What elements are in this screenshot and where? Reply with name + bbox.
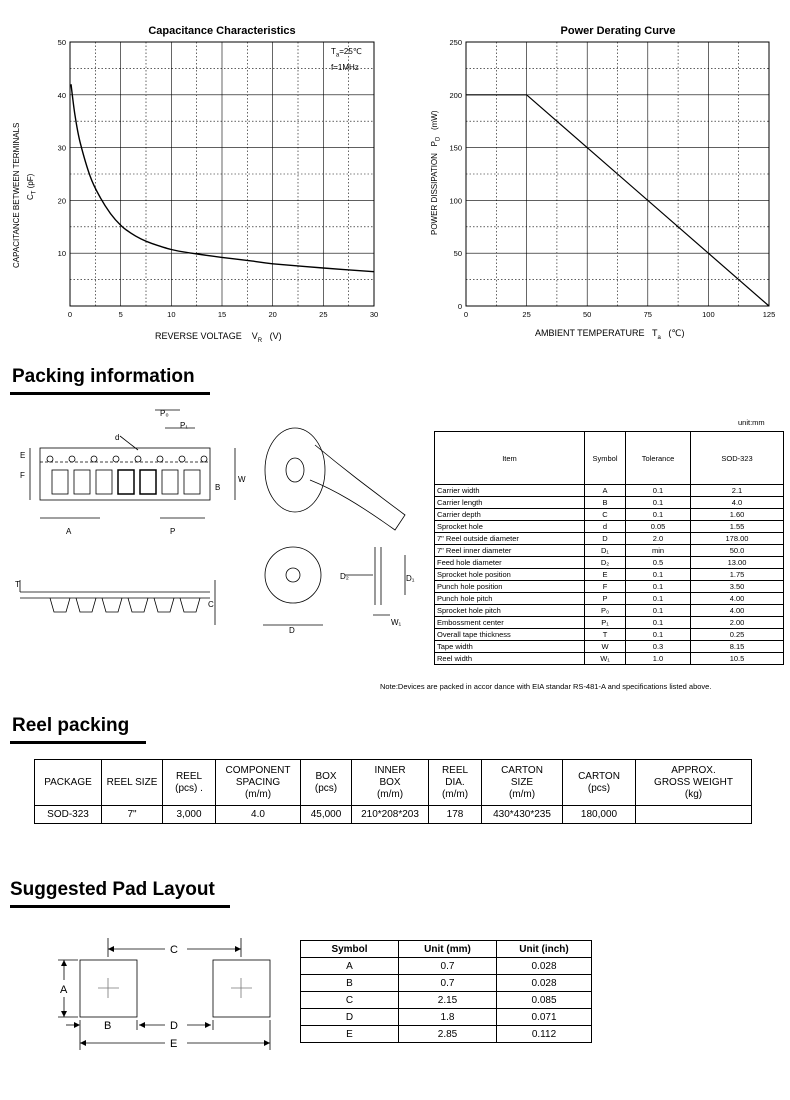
x-tick-label: 75 xyxy=(643,310,652,319)
packing-cell-tolerance: 0.1 xyxy=(626,497,691,509)
pad-cell-symbol: C xyxy=(301,992,399,1009)
packing-cell-item: Carrier length xyxy=(435,497,585,509)
reel-header-line: COMPONENT xyxy=(225,764,291,776)
packing-table-row xyxy=(435,653,784,665)
pad-cell-symbol: B xyxy=(301,975,399,992)
dim-label-d: d xyxy=(115,433,120,442)
packing-header-sod323: SOD-323 xyxy=(691,432,784,485)
pad-table-row xyxy=(301,1009,592,1026)
dim-label-b: B xyxy=(215,483,221,492)
reel-section-title: Reel packing xyxy=(12,715,130,736)
reel-cell: 7" xyxy=(102,806,163,824)
y-tick-label: 10 xyxy=(57,249,66,259)
packing-cell-symbol: D xyxy=(585,533,626,545)
pad-header-inch: Unit (inch) xyxy=(497,941,592,958)
packing-cell-tolerance: 0.1 xyxy=(626,593,691,605)
packing-cell-item: Carrier width xyxy=(435,485,585,497)
pad-cell-inch: 0.085 xyxy=(497,992,592,1009)
y-tick-label: 40 xyxy=(57,90,66,100)
pad-dim-label-d: D xyxy=(170,1020,178,1032)
packing-cell-value: 2.1 xyxy=(691,485,784,497)
dim-label-e: E xyxy=(20,451,26,460)
packing-cell-symbol: W₁ xyxy=(585,653,626,665)
pad-table-row xyxy=(301,1026,592,1043)
packing-cell-value: 1.60 xyxy=(691,509,784,521)
packing-cell-item: Sprocket hole xyxy=(435,521,585,533)
reel-header-line: INNER xyxy=(374,764,406,776)
cap-y-axis-label: CAPACITANCE BETWEEN TERMINALS xyxy=(12,122,21,268)
packing-table-row xyxy=(435,641,784,653)
packing-cell-tolerance: 0.5 xyxy=(626,557,691,569)
pad-cell-mm: 0.7 xyxy=(399,958,497,975)
packing-cell-tolerance: min xyxy=(626,545,691,557)
tape-top-outline xyxy=(40,448,210,500)
y-tick-label: 30 xyxy=(57,143,66,153)
dim-label-w1: W₁ xyxy=(391,618,402,627)
reel-table-row xyxy=(35,806,752,824)
y-tick-label: 200 xyxy=(449,90,462,100)
y-tick-label: 100 xyxy=(449,196,462,206)
packing-section-title: Packing information xyxy=(12,366,195,387)
reel-header-line: SIZE xyxy=(510,776,534,788)
packing-cell-value: 0.25 xyxy=(691,629,784,641)
reel-header-cell xyxy=(163,760,216,806)
packing-cell-value: 4.0 xyxy=(691,497,784,509)
reel-header-cell xyxy=(301,760,352,806)
packing-table-row xyxy=(435,545,784,557)
packing-cell-symbol: C xyxy=(585,509,626,521)
y-tick-label: 50 xyxy=(453,249,462,259)
packing-header-symbol: Symbol xyxy=(585,432,626,485)
pad-cell-inch: 0.028 xyxy=(497,975,592,992)
packing-table xyxy=(434,431,784,665)
packing-table-row xyxy=(435,509,784,521)
dim-label-reel-d: D xyxy=(289,626,295,635)
packing-table-header xyxy=(435,432,784,485)
packing-title-underline xyxy=(10,392,210,395)
packing-table-row xyxy=(435,617,784,629)
packing-cell-value: 4.00 xyxy=(691,605,784,617)
packing-cell-symbol: D₁ xyxy=(585,545,626,557)
packing-cell-tolerance: 0.1 xyxy=(626,605,691,617)
packing-table-row xyxy=(435,485,784,497)
reel-table-header xyxy=(35,760,752,806)
pad-table-row xyxy=(301,992,592,1009)
pad-cell-symbol: D xyxy=(301,1009,399,1026)
reel-header-cell xyxy=(429,760,482,806)
reel-header-line: (m/m) xyxy=(508,788,536,800)
packing-table-row xyxy=(435,557,784,569)
dim-label-a: A xyxy=(66,527,72,536)
y-tick-label: 150 xyxy=(449,143,462,153)
packing-cell-value: 1.75 xyxy=(691,569,784,581)
packing-note: Note:Devices are packed in accor dance with EIA standar RS-481-A and specifications listed above. xyxy=(380,682,712,691)
pad-cell-symbol: A xyxy=(301,958,399,975)
packing-cell-value: 178.00 xyxy=(691,533,784,545)
reel-header-cell xyxy=(216,760,301,806)
cap-x-axis-label: REVERSE VOLTAGE $V_R$ (V) xyxy=(155,331,282,344)
y-tick-label: 50 xyxy=(57,38,66,47)
packing-cell-tolerance: 0.1 xyxy=(626,629,691,641)
packing-cell-item: Feed hole diameter xyxy=(435,557,585,569)
packing-cell-tolerance: 0.1 xyxy=(626,569,691,581)
packing-cell-symbol: T xyxy=(585,629,626,641)
reel-cell: 178 xyxy=(429,806,482,824)
pad-dim-label-a: A xyxy=(60,984,68,996)
carrier-tape-diagram xyxy=(10,400,250,640)
packing-cell-item: Punch hole pitch xyxy=(435,593,585,605)
y-tick-label: 250 xyxy=(449,38,462,47)
packing-table-row xyxy=(435,497,784,509)
packing-cell-item: Reel width xyxy=(435,653,585,665)
packing-cell-item: Sprocket hole position xyxy=(435,569,585,581)
power-derating-chart xyxy=(395,0,790,350)
x-tick-label: 0 xyxy=(463,310,469,319)
pad-title-underline xyxy=(10,905,230,908)
x-tick-label: 100 xyxy=(702,310,715,319)
packing-cell-tolerance: 0.1 xyxy=(626,581,691,593)
reel-header-line: (m/m) xyxy=(441,788,469,800)
packing-cell-symbol: F xyxy=(585,581,626,593)
reel-perspective xyxy=(265,428,325,512)
reel-header-line: CARTON xyxy=(501,764,543,776)
pad-header-mm: Unit (mm) xyxy=(399,941,497,958)
pad-cell-mm: 2.85 xyxy=(399,1026,497,1043)
pad-cell-mm: 2.15 xyxy=(399,992,497,1009)
reel-header-line: BOX xyxy=(315,770,337,782)
embossments xyxy=(52,470,200,494)
packing-cell-item: Punch hole position xyxy=(435,581,585,593)
packing-cell-value: 50.0 xyxy=(691,545,784,557)
reel-cell: SOD-323 xyxy=(35,806,102,824)
pad-dim-label-b: B xyxy=(104,1020,112,1032)
packing-cell-tolerance: 0.05 xyxy=(626,521,691,533)
capacitance-curve xyxy=(71,84,374,271)
packing-cell-tolerance: 0.1 xyxy=(626,509,691,521)
reel-title-underline xyxy=(10,741,146,744)
pad-section-title: Suggested Pad Layout xyxy=(10,879,215,900)
pad-dim-label-c: C xyxy=(170,944,178,956)
reel-cell: 3,000 xyxy=(163,806,216,824)
reel-header-cell xyxy=(102,760,163,806)
x-tick-label: 15 xyxy=(217,310,227,319)
packing-table-row xyxy=(435,593,784,605)
x-tick-label: 50 xyxy=(583,310,592,319)
packing-cell-item: Sprocket hole pitch xyxy=(435,605,585,617)
packing-cell-symbol: W xyxy=(585,641,626,653)
dim-label-t: T xyxy=(15,580,20,589)
cap-annotation-ta: $T_a=25℃$ xyxy=(331,47,362,59)
reel-cell xyxy=(636,806,752,824)
reel-header-line: GROSS WEIGHT xyxy=(654,776,733,788)
reel-cell: 210*208*203 xyxy=(352,806,429,824)
packing-cell-symbol: B xyxy=(585,497,626,509)
sprocket-holes xyxy=(47,456,207,462)
pad-table-header xyxy=(301,941,592,958)
reel-header-line: PACKAGE xyxy=(44,776,92,788)
y-tick-label: 20 xyxy=(57,196,66,206)
x-tick-label: 25 xyxy=(522,310,531,319)
reel-header-line: DIA. xyxy=(445,776,465,788)
x-tick-label: 20 xyxy=(268,310,277,319)
reel-header-cell xyxy=(636,760,752,806)
packing-table-row xyxy=(435,581,784,593)
x-tick-label: 125 xyxy=(762,310,776,319)
dim-label-d2: D₂ xyxy=(340,572,349,581)
packing-cell-symbol: d xyxy=(585,521,626,533)
reel-header-line: SPACING xyxy=(235,776,281,788)
x-tick-label: 25 xyxy=(319,310,328,319)
packing-table-row xyxy=(435,521,784,533)
packing-cell-item: Overall tape thickness xyxy=(435,629,585,641)
packing-table-row xyxy=(435,533,784,545)
packing-cell-item: Embossment center xyxy=(435,617,585,629)
reel-packing-table xyxy=(34,759,752,824)
packing-cell-value: 3.50 xyxy=(691,581,784,593)
y-tick-label: 0 xyxy=(457,302,462,311)
packing-cell-item: Carrier depth xyxy=(435,509,585,521)
power-chart-title: Power Derating Curve xyxy=(560,25,676,37)
packing-cell-symbol: A xyxy=(585,485,626,497)
dim-label-p: P xyxy=(170,527,176,536)
reel-header-line: APPROX. xyxy=(671,764,716,776)
pad-right xyxy=(213,960,270,1017)
reel-header-line: (kg) xyxy=(684,788,703,800)
reel-header-cell xyxy=(352,760,429,806)
packing-table-row xyxy=(435,605,784,617)
packing-unit-label: unit:mm xyxy=(738,418,765,427)
cap-chart-title: Capacitance Characteristics xyxy=(148,25,296,37)
pad-left xyxy=(80,960,137,1017)
reel-header-line: CARTON xyxy=(578,770,620,782)
reel-header-line: (pcs) xyxy=(587,782,611,794)
pad-cell-symbol: E xyxy=(301,1026,399,1043)
x-tick-label: 0 xyxy=(67,310,73,319)
pad-table xyxy=(300,940,592,1043)
pad-header-symbol: Symbol xyxy=(301,941,399,958)
packing-cell-symbol: P₁ xyxy=(585,617,626,629)
reel-cell: 430*430*235 xyxy=(482,806,563,824)
packing-cell-symbol: D₂ xyxy=(585,557,626,569)
reel-header-line: (m/m) xyxy=(376,788,404,800)
pad-dim-label-e: E xyxy=(170,1038,178,1050)
tape-side-pockets xyxy=(50,598,200,612)
packing-cell-value: 4.00 xyxy=(691,593,784,605)
dim-label-p1: P₁ xyxy=(180,421,189,430)
packing-cell-value: 10.5 xyxy=(691,653,784,665)
packing-table-row xyxy=(435,569,784,581)
reel-header-line: BOX xyxy=(379,776,401,788)
reel-header-line: REEL xyxy=(441,764,469,776)
power-x-axis-label: AMBIENT TEMPERATURE $T_a$ (℃) xyxy=(535,328,685,341)
pad-cell-mm: 1.8 xyxy=(399,1009,497,1026)
packing-cell-symbol: P xyxy=(585,593,626,605)
pad-cell-inch: 0.028 xyxy=(497,958,592,975)
packing-cell-item: Tape width xyxy=(435,641,585,653)
x-tick-label: 30 xyxy=(369,310,379,319)
pad-cell-inch: 0.071 xyxy=(497,1009,592,1026)
packing-cell-value: 1.55 xyxy=(691,521,784,533)
reel-header-cell xyxy=(482,760,563,806)
packing-cell-item: 7" Reel inner diameter xyxy=(435,545,585,557)
packing-cell-value: 13.00 xyxy=(691,557,784,569)
packing-cell-tolerance: 0.1 xyxy=(626,617,691,629)
pad-table-row xyxy=(301,975,592,992)
reel-front-view xyxy=(265,547,321,603)
reel-header-line: (m/m) xyxy=(244,788,272,800)
reel-diagram xyxy=(255,405,430,640)
dim-label-d1: D₁ xyxy=(406,574,415,583)
packing-header-tolerance: Tolerance xyxy=(626,432,691,485)
packing-cell-value: 8.15 xyxy=(691,641,784,653)
pad-table-row xyxy=(301,958,592,975)
packing-cell-tolerance: 0.1 xyxy=(626,485,691,497)
dim-label-w: W xyxy=(238,475,246,484)
cap-y-axis-symbol: $C_T$ (pF) xyxy=(26,173,38,200)
reel-header-cell xyxy=(563,760,636,806)
reel-cell: 4.0 xyxy=(216,806,301,824)
reel-header-line: REEL xyxy=(175,770,203,782)
packing-cell-tolerance: 0.3 xyxy=(626,641,691,653)
pad-layout-diagram xyxy=(50,935,280,1055)
packing-cell-value: 2.00 xyxy=(691,617,784,629)
pad-cell-inch: 0.112 xyxy=(497,1026,592,1043)
x-tick-label: 10 xyxy=(167,310,176,319)
packing-cell-symbol: P₀ xyxy=(585,605,626,617)
reel-cell: 180,000 xyxy=(563,806,636,824)
packing-cell-symbol: E xyxy=(585,569,626,581)
reel-header-line: (pcs) xyxy=(314,782,338,794)
dim-label-c: C xyxy=(208,600,214,609)
cap-annotation-freq: f=1MHz xyxy=(331,63,359,72)
pad-cell-mm: 0.7 xyxy=(399,975,497,992)
packing-cell-item: 7" Reel outside diameter xyxy=(435,533,585,545)
reel-header-cell xyxy=(35,760,102,806)
packing-header-item: Item xyxy=(435,432,585,485)
dim-label-f: F xyxy=(20,471,25,480)
x-tick-label: 5 xyxy=(118,310,123,319)
tape-strip xyxy=(310,445,405,530)
dim-label-p0: P₀ xyxy=(160,409,169,418)
packing-cell-tolerance: 1.0 xyxy=(626,653,691,665)
reel-cell: 45,000 xyxy=(301,806,352,824)
power-y-axis-label: POWER DISSIPATION $P_D$ (mW) xyxy=(430,110,442,235)
packing-cell-tolerance: 2.0 xyxy=(626,533,691,545)
reel-header-line: REEL SIZE xyxy=(106,776,158,788)
packing-table-row xyxy=(435,629,784,641)
reel-header-line: (pcs) . xyxy=(175,782,203,794)
